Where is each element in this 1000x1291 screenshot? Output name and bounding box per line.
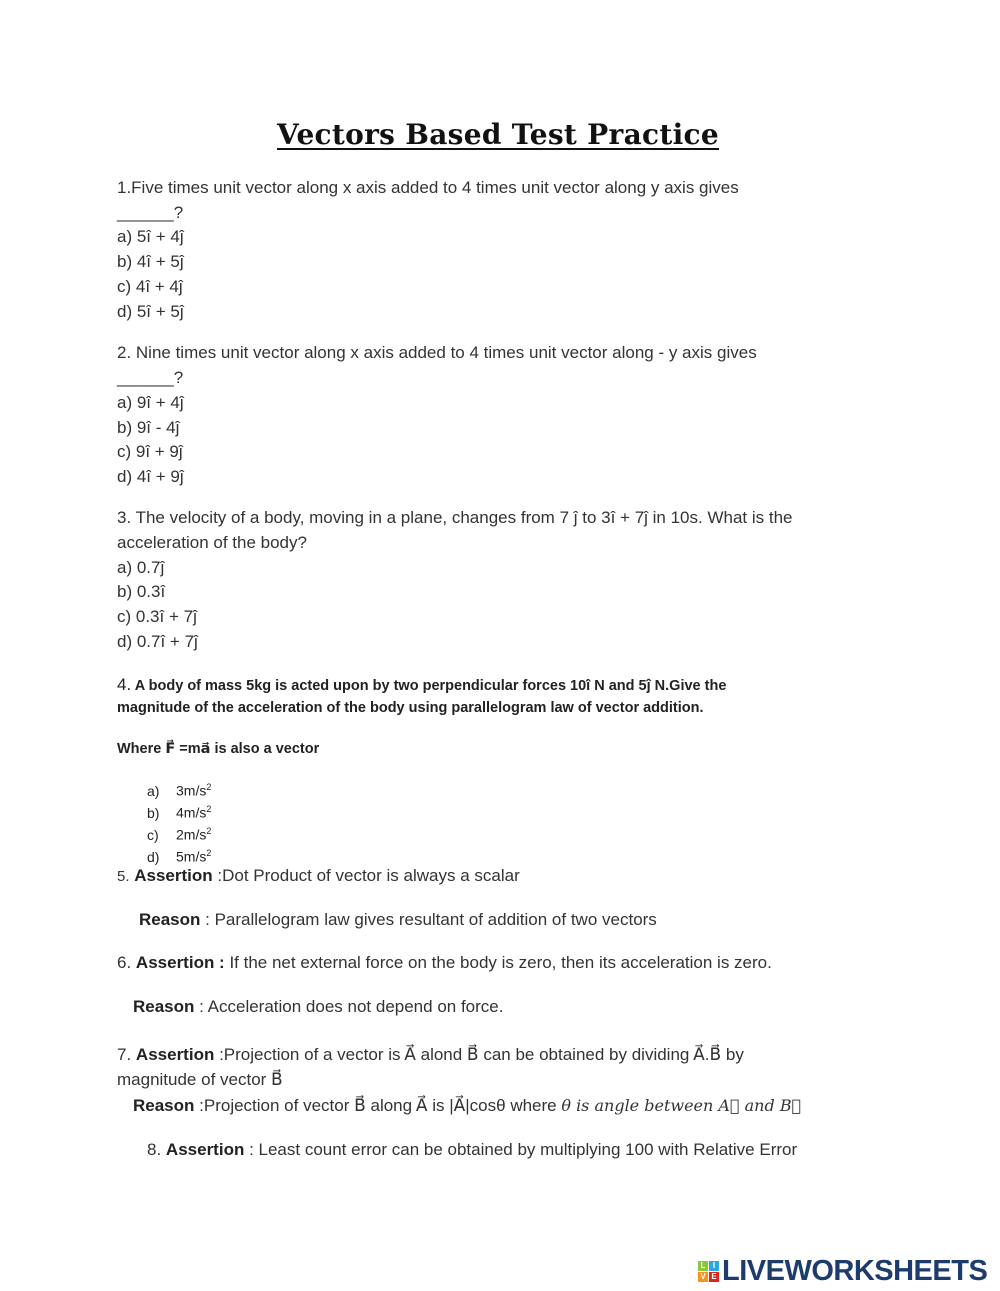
option: b) 0.3î (117, 582, 166, 601)
option-value: 2m/s (176, 826, 207, 843)
reason (133, 997, 503, 1017)
option: b) 9î - 4ĵ (117, 418, 180, 437)
logo-cube: V (698, 1272, 708, 1282)
assertion-label: Assertion (134, 866, 213, 885)
question-number: 7. (117, 1045, 132, 1064)
assertion-label: Assertion (165, 1140, 245, 1159)
option-value: 3m/s (176, 782, 207, 799)
question-text: 3. The velocity of a body, moving in a plane, changes from 7 ĵ to 3î + 7ĵ in 10s. What is the (117, 508, 793, 527)
logo-cube: E (709, 1272, 719, 1282)
question-text-cont: magnitude of the acceleration of the body using parallelogram law of vector addition. (117, 700, 704, 716)
assertion-text: :Projection of a vector is A⃗ alond B⃗ can be obtained by dividing A⃗.B⃗ by (214, 1045, 744, 1064)
question-text-cont: acceleration of the body? (117, 533, 307, 552)
assertion-text: :Dot Product of vector is always a scalar (212, 866, 520, 885)
option: a) 0.7ĵ (117, 558, 165, 577)
superscript: 2 (206, 848, 212, 858)
question-number: 8. (147, 1140, 162, 1159)
page-title: Vectors Based Test Practice (276, 118, 720, 151)
option-label: c) (147, 826, 159, 843)
question-text (117, 675, 726, 696)
reason-label: Reason (133, 1096, 195, 1115)
logo-cube: I (709, 1261, 719, 1271)
logo-cube: L (698, 1261, 708, 1271)
reason-math: θ is angle between A⃗ and B⃗ (561, 1096, 802, 1115)
question-text: 2. Nine times unit vector along x axis added to 4 times unit vector along - y axis gives (117, 343, 757, 362)
answer-blank: ______? (117, 203, 184, 222)
assertion-cont: magnitude of vector B⃗ (117, 1070, 283, 1089)
superscript: 2 (206, 782, 212, 792)
assertion (117, 866, 520, 887)
logo-cubes-icon (698, 1261, 719, 1282)
option: d) 4î + 9ĵ (117, 467, 184, 486)
option-value: 5m/s (176, 848, 207, 865)
assertion-text: : Least count error can be obtained by multiplying 100 with Relative Error (244, 1140, 798, 1159)
reason-text: :Projection of vector B⃗ along A⃗ is |A⃗|cosθ where (194, 1096, 562, 1115)
superscript: 2 (206, 804, 212, 814)
question-number: 4. (117, 675, 132, 694)
option (147, 800, 211, 822)
assertion-label: Assertion (135, 1045, 215, 1064)
option-value: 4m/s (176, 804, 207, 821)
question-number: 5. (117, 868, 130, 885)
assertion (147, 1140, 797, 1160)
option: c) 9î + 9ĵ (117, 442, 183, 461)
logo-text: LIVEWORKSHEETS (722, 1255, 988, 1287)
liveworksheets-logo (698, 1255, 987, 1288)
option (147, 778, 211, 800)
option (147, 844, 211, 866)
answer-blank: ______? (117, 368, 184, 387)
option: d) 5î + 5ĵ (117, 302, 184, 321)
reason-label: Reason (133, 997, 195, 1016)
option-label: b) (147, 804, 160, 821)
option-label: d) (147, 848, 160, 865)
question-note: Where F⃗ =ma⃗ is also a vector (117, 741, 320, 757)
reason (133, 1096, 801, 1116)
option (147, 822, 211, 844)
assertion-label: Assertion : (135, 953, 225, 972)
assertion (117, 1045, 744, 1065)
option: c) 4î + 4ĵ (117, 277, 183, 296)
question-body: A body of mass 5kg is acted upon by two perpendicular forces 10î N and 5ĵ N.Give the (134, 678, 727, 694)
reason-text: : Parallelogram law gives resultant of addition of two vectors (200, 910, 657, 929)
superscript: 2 (206, 826, 212, 836)
assertion-text: If the net external force on the body is zero, then its acceleration is zero. (224, 953, 772, 972)
question-number: 6. (117, 953, 132, 972)
reason-text: : Acceleration does not depend on force. (194, 997, 504, 1016)
option: d) 0.7î + 7ĵ (117, 632, 198, 651)
option: a) 5î + 4ĵ (117, 227, 184, 246)
option: b) 4î + 5ĵ (117, 252, 184, 271)
reason (139, 910, 657, 930)
assertion (117, 953, 772, 973)
reason-label: Reason (139, 910, 201, 929)
option: c) 0.3î + 7ĵ (117, 607, 197, 626)
option: a) 9î + 4ĵ (117, 393, 184, 412)
question-text: 1.Five times unit vector along x axis added to 4 times unit vector along y axis gives (117, 178, 739, 197)
option-label: a) (147, 782, 160, 799)
